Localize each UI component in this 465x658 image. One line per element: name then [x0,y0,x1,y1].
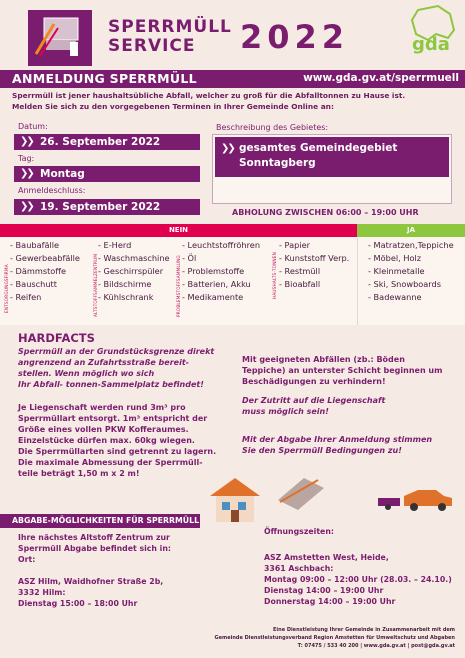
category-label: HAUSHALTS-TONNEN [272,252,277,299]
nein-list-area [0,237,357,325]
gebiet-label: Beschreibung des Gebietes: [216,123,329,132]
gda-logo [408,4,458,64]
year: 2022 [240,18,350,56]
ja-column [368,239,454,304]
bulky-waste-icon [274,474,328,512]
hardfacts-paragraph-4: Der Zutritt auf die Liegenschaft muss möglich sein! [242,396,386,416]
registration-link[interactable]: www.gda.gv.at/sperrmuell [303,72,459,84]
list-item: - Kunststoff Verp. [279,253,350,263]
schluss-label: Anmeldeschluss: [18,186,86,195]
opening-title: Öffnungszeiten: [264,527,335,536]
nein-header: NEIN [0,224,357,237]
list-item: - Matratzen,Teppiche [368,240,454,250]
tag-label: Tag: [18,154,35,163]
nein-column-4 [279,239,349,291]
house-icon [206,474,264,524]
list-item: - Problemstoffe [182,266,245,276]
opening-hours: ASZ Amstetten West, Heide, 3361 Aschbach: Montag 09:00 – 12:00 Uhr (28.03. – 24.10.) Dienstag 14:00 – 19:00 Uhr Donnerstag 14:00 – 19:00 Uhr [264,553,452,606]
list-item: - Reifen [10,292,42,302]
nein-column-3 [182,239,260,304]
schluss-field: ❯❯ 19. September 2022 [14,199,200,215]
pickup-time: ABHOLUNG ZWISCHEN 06:00 – 19:00 UHR [232,208,419,217]
registration-bar [0,70,465,88]
list-item: - Restmüll [279,266,321,276]
double-arrow-icon: ❯❯ [20,136,33,147]
list-item: - Badewanne [368,292,422,302]
tag-field: ❯❯ Montag [14,166,200,182]
hardfacts-paragraph-1: Sperrmüll an der Grundstücksgrenze direkt angrenzend an Zufahrtsstraße bereit- stellen. Wenn möglich wo sich Ihr Abfall- tonnen-Sammelplatz befindet! [18,347,215,389]
list-item: - Gewerbeabfälle [10,253,80,263]
list-item: - Geschirrspüler [98,266,164,276]
double-arrow-icon: ❯❯ [221,143,234,154]
list-item: - Ski, Snowboards [368,279,441,289]
list-item: - Bauschutt [10,279,57,289]
nein-column-2 [98,239,170,304]
nein-column-1 [10,239,80,304]
page-title: SPERRMÜLL SERVICE [108,17,232,56]
list-item: - Dämmstoffe [10,266,66,276]
hardfacts-title: HARDFACTS [18,331,95,345]
list-item: - Möbel, Holz [368,253,422,263]
intro-text: Sperrmüll ist jener haushaltsübliche Abfall, welcher zu groß für die Abfalltonnen zu Hause ist. Melden Sie sich zu den vorgegebenen Terminen in Ihrer Gemeinde Online an: [12,91,406,111]
drop-off-center: ASZ Hilm, Waidhofner Straße 2b, 3332 Hilm: Dienstag 15:00 – 18:00 Uhr [18,577,164,608]
list-item: - Bildschirme [98,279,152,289]
ja-list-area [357,237,465,325]
list-item: - Kleinmetalle [368,266,425,276]
list-item: - Kühlschrank [98,292,154,302]
list-item: - Medikamente [182,292,244,302]
list-item: - Bioabfall [279,279,321,289]
gebiet-field: ❯❯ gesamtes Gemeindegebiet Sonntagberg [215,137,449,177]
datum-label: Datum: [18,122,48,131]
category-label: ALTSTOFFSAMMELZENTRUM [93,253,98,317]
hardfacts-paragraph-5: Mit der Abgabe Ihrer Anmeldung stimmen Sie den Sperrmüll Bedingungen zu! [242,435,433,455]
hardfacts-paragraph-3: Mit geeigneten Abfällen (zb.: Böden Teppiche) an unterster Schicht beginnen um Beschädigungen zu verhindern! [242,355,443,386]
drop-off-bar [0,514,200,528]
list-item: - Waschmaschine [98,253,170,263]
category-label: ENTSORGUNGSFIRMA [4,264,9,313]
hardfacts-paragraph-2: Je Liegenschaft werden rund 3m³ pro Sperrmüllart entsorgt. 1m³ entspricht der Größe eines vollen PKW Kofferaumes. Einzelstücke dürfen max. 60kg wiegen. Die Sperrmüllarten sind getrennt zu lagern. Die maximale Abmessung der Sperrmüll- teile beträgt 1,50 m x 2 m! [18,403,217,478]
header [0,0,465,68]
double-arrow-icon: ❯❯ [20,201,33,212]
furniture-logo [28,10,92,66]
list-item: - Batterien, Akku [182,279,251,289]
category-label: PROBLEMSTOFFSAMMLUNG [176,255,181,317]
gda-text: gda [412,34,450,55]
footer: Eine Dienstleistung Ihrer Gemeinde in Zusammenarbeit mit dem Gemeinde Dienstleistungsverband Region Amstetten für Umweltschutz und Abgaben T: 07475 / 533 40 200 | www.gda.gv.at | post@gda.gv.at [214,627,455,649]
double-arrow-icon: ❯❯ [20,168,33,179]
datum-field: ❯❯ 26. September 2022 [14,134,200,150]
list-item: - Leuchtstoffröhren [182,240,261,250]
drop-off-text: Ihre nächstes Altstoff Zentrum zur Sperrmüll Abgabe befindet sich in: Ort: [18,533,172,564]
list-item: - Baubafälle [10,240,60,250]
list-item: - Öl [182,253,197,263]
registration-title: ANMELDUNG SPERRMÜLL [12,71,197,86]
list-item: - Papier [279,240,311,250]
ja-header: JA [357,224,465,237]
list-item: - E-Herd [98,240,132,250]
drop-off-title: ABGABE-MÖGLICHKEITEN FÜR SPERRMÜLL [12,516,200,525]
car-trailer-icon [378,486,456,514]
